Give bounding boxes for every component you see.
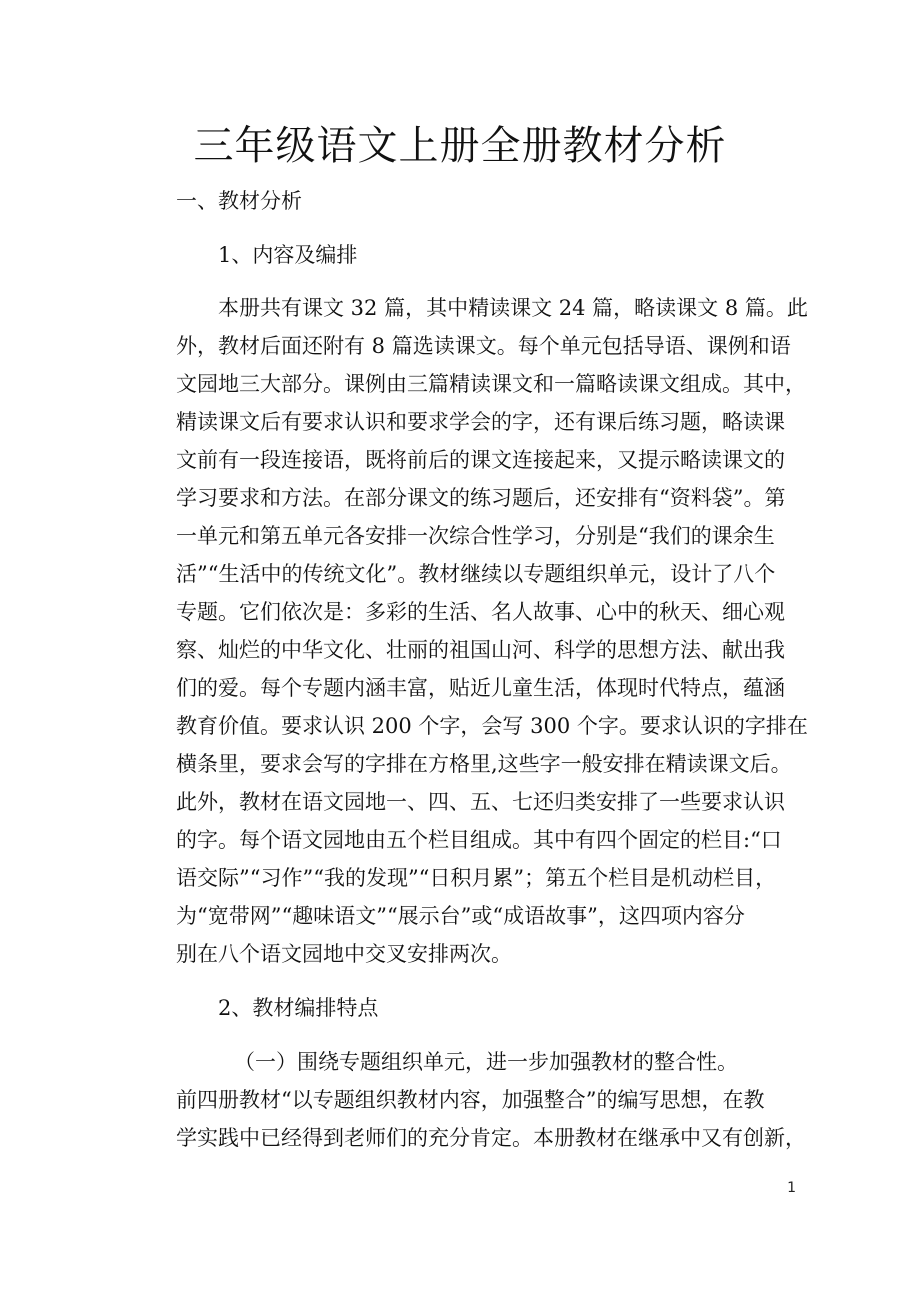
- paragraph-line: 学实践中已经得到老师们的充分肯定。本册教材在继承中又有创新，: [176, 1126, 806, 1150]
- paragraph-line: 前四册教材“以专题组织教材内容，加强整合”的编写思想，在教: [176, 1088, 765, 1112]
- paragraph-line: 为“宽带网”“趣味语文”“展示台”或“成语故事”，这四项内容分: [176, 904, 745, 928]
- paragraph-line: 一单元和第五单元各安排一次综合性学习，分别是“我们的课余生: [176, 524, 775, 548]
- paragraph-line: 此外，教材在语文园地一、四、五、七还归类安排了一些要求认识: [176, 790, 785, 814]
- paragraph-line: 学习要求和方法。在部分课文的练习题后，还安排有“资料袋”。第: [176, 486, 786, 510]
- subsection-heading: 2、教材编排特点: [218, 996, 379, 1020]
- paragraph-line: 精读课文后有要求认识和要求学会的字，还有课后练习题，略读课: [176, 410, 785, 434]
- paragraph-line: 的字。每个语文园地由五个栏目组成。其中有四个固定的栏目:“口: [176, 828, 782, 852]
- subsection-heading: 1、内容及编排: [218, 243, 358, 267]
- page-number: 1: [787, 1180, 796, 1196]
- paragraph-line: 教育价值。要求认识 200 个字，会写 300 个字。要求认识的字排在: [176, 714, 808, 738]
- paragraph-line: 本册共有课文 32 篇，其中精读课文 24 篇，略读课文 8 篇。此: [218, 296, 808, 320]
- sub-subsection-heading: （一）围绕专题组织单元，进一步加强教材的整合性。: [234, 1050, 738, 1074]
- paragraph-line: 文园地三大部分。课例由三篇精读课文和一篇略读课文组成。其中，: [176, 372, 806, 396]
- paragraph-line: 察、灿烂的中华文化、壮丽的祖国山河、科学的思想方法、献出我: [176, 638, 785, 662]
- paragraph-line: 们的爱。每个专题内涵丰富，贴近儿童生活，体现时代特点，蕴涵: [176, 676, 785, 700]
- paragraph-line: 别在八个语文园地中交叉安排两次。: [176, 942, 512, 966]
- paragraph-line: 外，教材后面还附有 8 篇选读课文。每个单元包括导语、课例和语: [176, 334, 791, 358]
- paragraph-line: 活”“生活中的传统文化”。教材继续以专题组织单元，设计了八个: [176, 562, 776, 586]
- document-title: 三年级语文上册全册教材分析: [193, 123, 727, 169]
- paragraph-line: 文前有一段连接语，既将前后的课文连接起来，又提示略读课文的: [176, 448, 785, 472]
- paragraph-line: 横条里，要求会写的字排在方格里,这些字一般安排在精读课文后。: [176, 752, 792, 776]
- section-heading: 一、教材分析: [176, 189, 302, 213]
- paragraph-line: 语交际”“习作”“我的发现”“日积月累”；第五个栏目是机动栏目，: [176, 866, 777, 890]
- paragraph-line: 专题。它们依次是：多彩的生活、名人故事、心中的秋天、细心观: [176, 600, 785, 624]
